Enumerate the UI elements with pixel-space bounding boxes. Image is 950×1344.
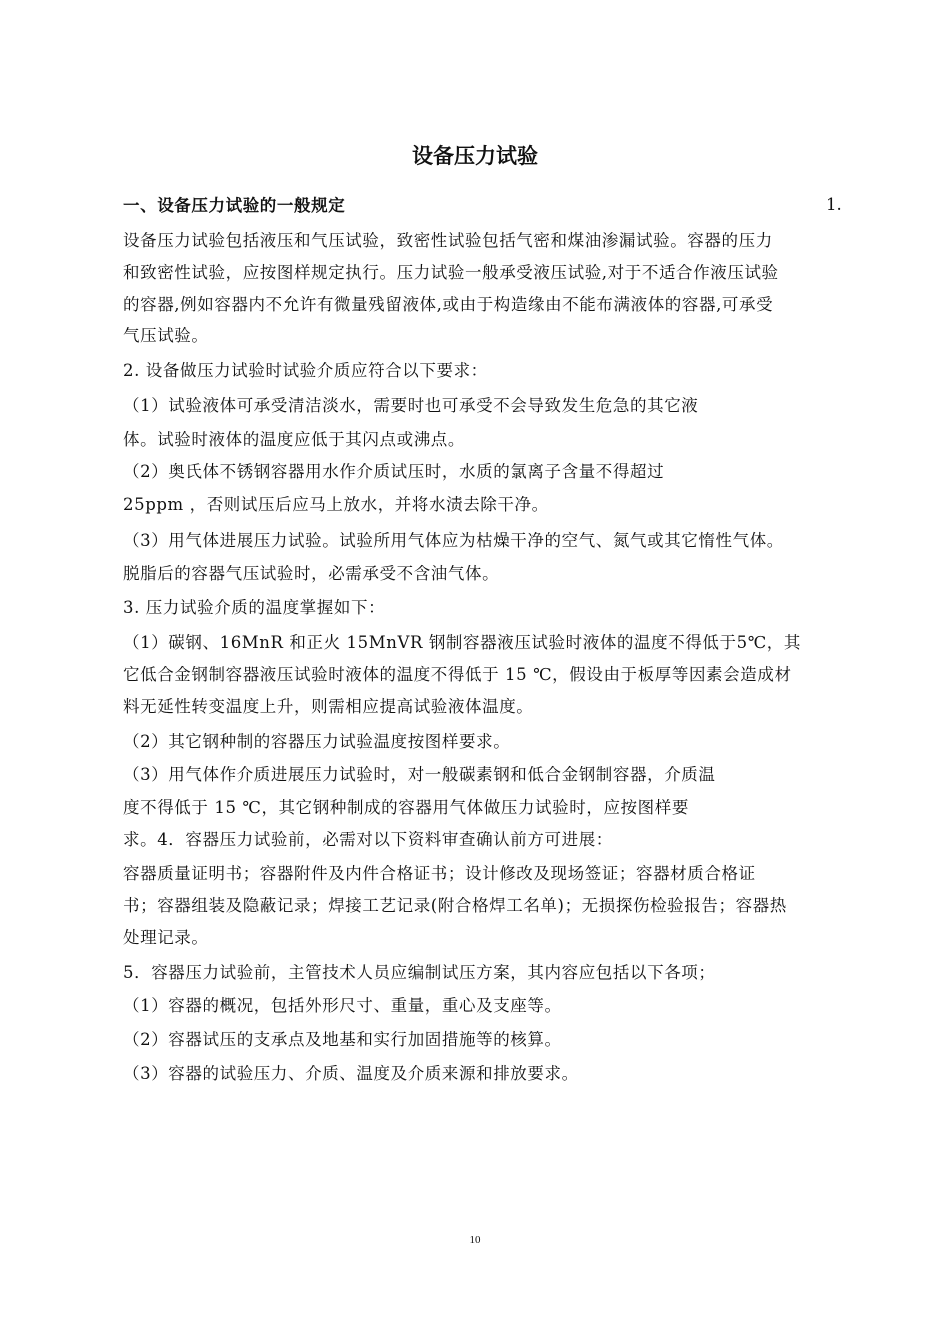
body-line: 处理记录。 — [123, 928, 209, 947]
body-line: 求。4．容器压力试验前，必需对以下资料审查确认前方可进展： — [123, 830, 613, 849]
body-line: 设备压力试验包括液压和气压试验，致密性试验包括气密和煤油渗漏试验。容器的压力 — [123, 231, 773, 250]
body-line: 容器质量证明书；容器附件及内件合格证书；设计修改及现场签证；容器材质合格证 — [123, 864, 756, 883]
body-line: 它低合金钢制容器液压试验时液体的温度不得低于 15 ℃，假设由于板厚等因素会造成材 — [123, 665, 792, 684]
body-line: 体。试验时液体的温度应低于其闪点或沸点。 — [123, 430, 465, 449]
body-line: （3）用气体作介质进展压力试验时，对一般碳素钢和低合金钢制容器，介质温 — [123, 765, 716, 784]
body-line: 和致密性试验，应按图样规定执行。压力试验一般承受液压试验,对于不适合作液压试验 — [123, 263, 779, 282]
page-number: 10 — [469, 1234, 481, 1246]
body-line: （2）其它钢种制的容器压力试验温度按图样要求。 — [123, 732, 511, 751]
body-line: 书；容器组装及隐蔽记录；焊接工艺记录(附合格焊工名单)；无损探伤检验报告；容器热 — [123, 896, 787, 915]
body-line: 2. 设备做压力试验时试验介质应符合以下要求： — [123, 361, 488, 380]
body-line: （1）碳钢、16MnR 和正火 15MnVR 钢制容器液压试验时液体的温度不得低于5℃，其 — [123, 633, 801, 652]
body-line: 度不得低于 15 ℃，其它钢种制成的容器用气体做压力试验时，应按图样要 — [123, 798, 689, 817]
section-item-number: 1. — [826, 195, 842, 214]
body-line: 5．容器压力试验前，主管技术人员应编制试压方案，其内容应包括以下各项； — [123, 963, 716, 982]
section-heading: 一、设备压力试验的一般规定 — [123, 196, 346, 215]
body-line: 25ppm ，否则试压后应马上放水，并将水渍去除干净。 — [123, 495, 549, 514]
body-line: （2）容器试压的支承点及地基和实行加固措施等的核算。 — [123, 1030, 562, 1049]
body-line: （1）容器的概况，包括外形尺寸、重量，重心及支座等。 — [123, 996, 562, 1015]
body-line: 的容器,例如容器内不允许有微量残留液体,或由于构造缘由不能布满液体的容器,可承受 — [123, 295, 774, 314]
page-title: 设备压力试验 — [412, 144, 538, 168]
body-line: 料无延性转变温度上升，则需相应提高试验液体温度。 — [123, 697, 534, 716]
body-line: （2）奥氏体不锈钢容器用水作介质试压时，水质的氯离子含量不得超过 — [123, 462, 665, 481]
body-line: （1）试验液体可承受清洁淡水，需要时也可承受不会导致发生危急的其它液 — [123, 396, 699, 415]
body-line: 气压试验。 — [123, 326, 209, 345]
body-line: 脱脂后的容器气压试验时，必需承受不含油气体。 — [123, 564, 500, 583]
body-line: （3）用气体进展压力试验。试验所用气体应为枯燥干净的空气、氮气或其它惰性气体。 — [123, 531, 784, 550]
body-line: 3. 压力试验介质的温度掌握如下： — [123, 598, 386, 617]
body-line: （3）容器的试验压力、介质、温度及介质来源和排放要求。 — [123, 1064, 579, 1083]
